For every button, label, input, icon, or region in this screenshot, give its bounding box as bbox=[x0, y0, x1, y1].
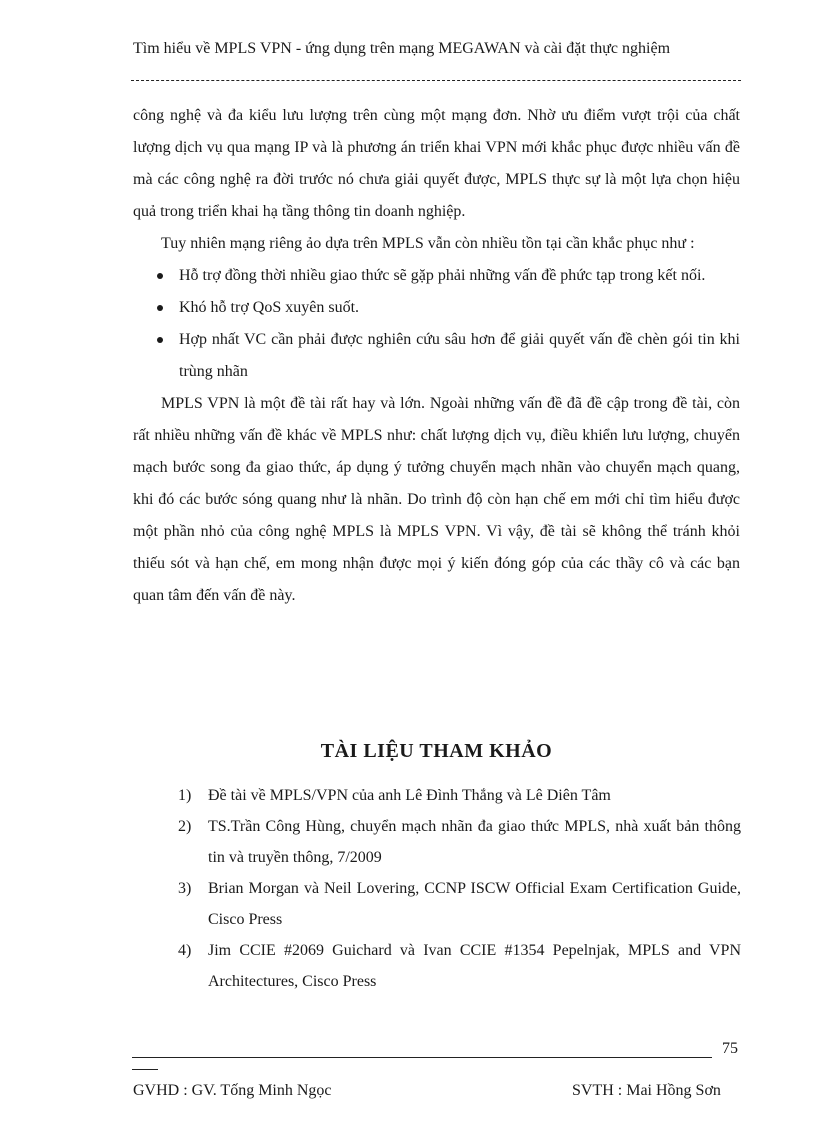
list-item: Khó hỗ trợ QoS xuyên suốt. bbox=[133, 292, 740, 324]
reference-item bbox=[178, 873, 741, 935]
paragraph-2: Tuy nhiên mạng riêng ảo dựa trên MPLS vẫn còn nhiều tồn tại cần khắc phục như : bbox=[161, 235, 695, 252]
reference-text: TS.Trần Công Hùng, chuyển mạch nhãn đa giao thức MPLS, nhà xuất bản thông tin và truyền thông, 7/2009 bbox=[208, 818, 741, 866]
reference-text: Đề tài về MPLS/VPN của anh Lê Đình Thắng và Lê Diên Tâm bbox=[208, 787, 611, 804]
references-list bbox=[178, 780, 741, 997]
page-header-title: Tìm hiểu về MPLS VPN - ứng dụng trên mạng MEGAWAN và cài đặt thực nghiệm bbox=[133, 40, 671, 57]
footer-divider bbox=[132, 1057, 712, 1058]
footer-short-rule bbox=[132, 1069, 158, 1070]
reference-item bbox=[178, 780, 741, 811]
list-item: Hỗ trợ đồng thời nhiều giao thức sẽ gặp phải những vấn đề phức tạp trong kết nối. bbox=[133, 260, 740, 292]
page-number: 75 bbox=[722, 1040, 738, 1057]
paragraph-1: công nghệ và đa kiểu lưu lượng trên cùng một mạng đơn. Nhờ ưu điểm vượt trội của chất lượng dịch vụ qua mạng IP và là phương án triển khai VPN mới khắc phục được nhiều vấn đề mà các công nghệ ra đời trước nó chưa giải quyết được, MPLS thực sự là một lựa chọn hiệu quả trong triển khai hạ tầng thông tin doanh nghiệp. bbox=[133, 107, 740, 220]
reference-number: 2) bbox=[178, 818, 192, 835]
header-divider bbox=[131, 80, 741, 81]
reference-number: 3) bbox=[178, 880, 192, 897]
paragraph-3: MPLS VPN là một đề tài rất hay và lớn. Ngoài những vấn đề đã đề cập trong đề tài, còn rất nhiều những vấn đề khác về MPLS như: chất lượng dịch vụ, điều khiển lưu lượng, chuyển mạch bước song đa giao thức, áp dụng ý tưởng chuyển mạch nhãn vào chuyển mạch quang, khi đó các bước sóng quang như là nhãn. Do trình độ còn hạn chế em mới chỉ tìm hiểu được một phần nhỏ của công nghệ MPLS là MPLS VPN. Vì vậy, đề tài sẽ không thể tránh khỏi thiếu sót và hạn chế, em mong nhận được mọi ý kiến đóng góp của các thầy cô và các bạn quan tâm đến vấn đề này. bbox=[133, 395, 740, 604]
reference-item bbox=[178, 811, 741, 873]
footer-student: SVTH : Mai Hồng Sơn bbox=[572, 1082, 721, 1099]
body-text bbox=[133, 100, 740, 612]
reference-number: 4) bbox=[178, 942, 192, 959]
reference-text: Jim CCIE #2069 Guichard và Ivan CCIE #1354 Pepelnjak, MPLS and VPN Architectures, Cisco Press bbox=[208, 942, 741, 990]
list-item: Hợp nhất VC cần phải được nghiên cứu sâu hơn để giải quyết vấn đề chèn gói tin khi trùng nhãn bbox=[133, 324, 740, 388]
reference-text: Brian Morgan và Neil Lovering, CCNP ISCW Official Exam Certification Guide, Cisco Press bbox=[208, 880, 741, 928]
issue-list bbox=[133, 260, 740, 388]
footer-supervisor: GVHD : GV. Tống Minh Ngọc bbox=[133, 1082, 332, 1099]
references-heading: TÀI LIỆU THAM KHẢO bbox=[320, 740, 553, 762]
reference-number: 1) bbox=[178, 787, 192, 804]
reference-item bbox=[178, 935, 741, 997]
